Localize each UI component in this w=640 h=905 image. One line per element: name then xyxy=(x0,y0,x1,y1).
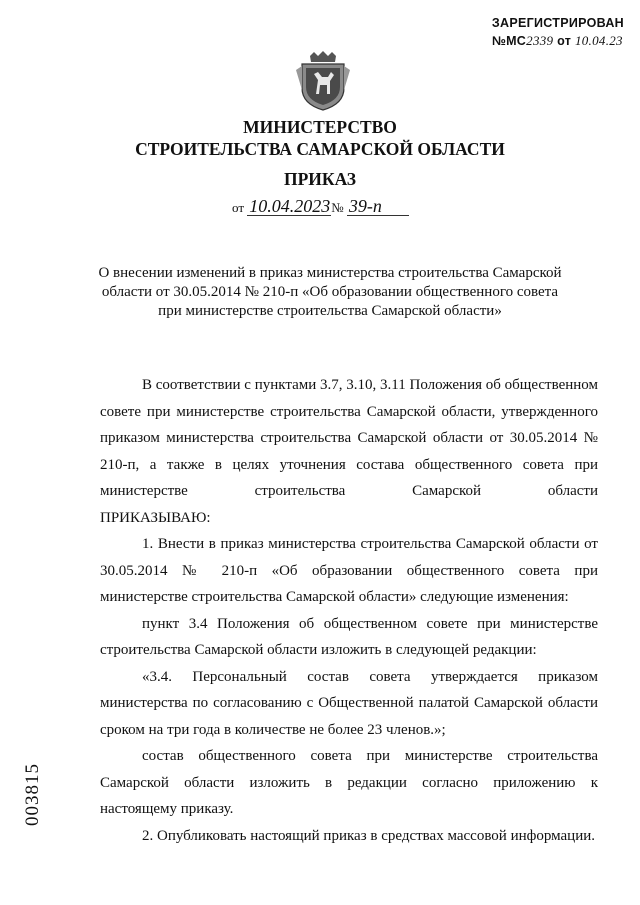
preamble-paragraph: В соответствии с пунктами 3.7, 3.10, 3.11 Положения об общественном совете при министерстве строительства Самарской области, утвержденного приказом министерства строительства Самарской области от 30.05.2014 № 210-п, а также в целях уточнения состава общественного совета при министерстве строительства Самарской области xyxy=(100,377,598,499)
document-type: ПРИКАЗ xyxy=(283,169,357,189)
item-1-text-a: пункт 3.4 Положения об общественном совете при министерстве строительства Самарской области изложить в следующей редакции: xyxy=(100,615,598,658)
number-label: № xyxy=(331,200,344,215)
ministry-line-2: СТРОИТЕЛЬСТВА САМАРСКОЙ ОБЛАСТИ xyxy=(135,139,505,159)
item-1-text-b: состав общественного совета при министерстве строительства Самарской области изложить в редакции согласно приложению к настоящему приказу. xyxy=(100,748,598,817)
ministry-heading xyxy=(0,116,640,160)
item-1-paragraph: 1. Внести в приказ министерства строительства Самарской области от 30.05.2014 № 210-п «Об образовании общественного совета при министерстве строительства Самарской области» следующие изменения: xyxy=(100,536,598,605)
side-registry-number: 003815 xyxy=(22,763,43,826)
stamp-number: 2339 xyxy=(526,33,554,48)
order-date: 10.04.2023 xyxy=(249,196,331,216)
ministry-line-1: МИНИСТЕРСТВО xyxy=(243,117,397,137)
stamp-from-label: от xyxy=(557,34,572,48)
item-2-paragraph: 2. Опубликовать настоящий приказ в средствах массовой информации. xyxy=(142,827,596,844)
registration-stamp xyxy=(492,14,624,50)
stamp-prefix: №МС xyxy=(491,34,527,48)
document-body xyxy=(100,372,598,849)
order-date-number xyxy=(232,197,409,216)
stamp-title: ЗАРЕГИСТРИРОВАН xyxy=(491,16,624,30)
coat-of-arms-emblem xyxy=(296,50,350,112)
document-subject: О внесении изменений в приказ министерства строительства Самарской области от 30.05.2014 № 210-п «Об образовании общественного совета при министерстве строительства Самарской области» xyxy=(98,265,562,319)
order-word: ПРИКАЗЫВАЮ: xyxy=(100,509,211,526)
stamp-date: 10.04.23 xyxy=(574,33,623,48)
order-number: 39-п xyxy=(347,197,409,216)
item-1-quote: «3.4. Персональный состав совета утверждается приказом министерства по согласованию с Общественной палатой Самарской области сроком на три года в количестве не более 23 членов.»; xyxy=(100,668,598,738)
stamp-number-line xyxy=(492,32,624,50)
date-label: от xyxy=(232,200,245,215)
